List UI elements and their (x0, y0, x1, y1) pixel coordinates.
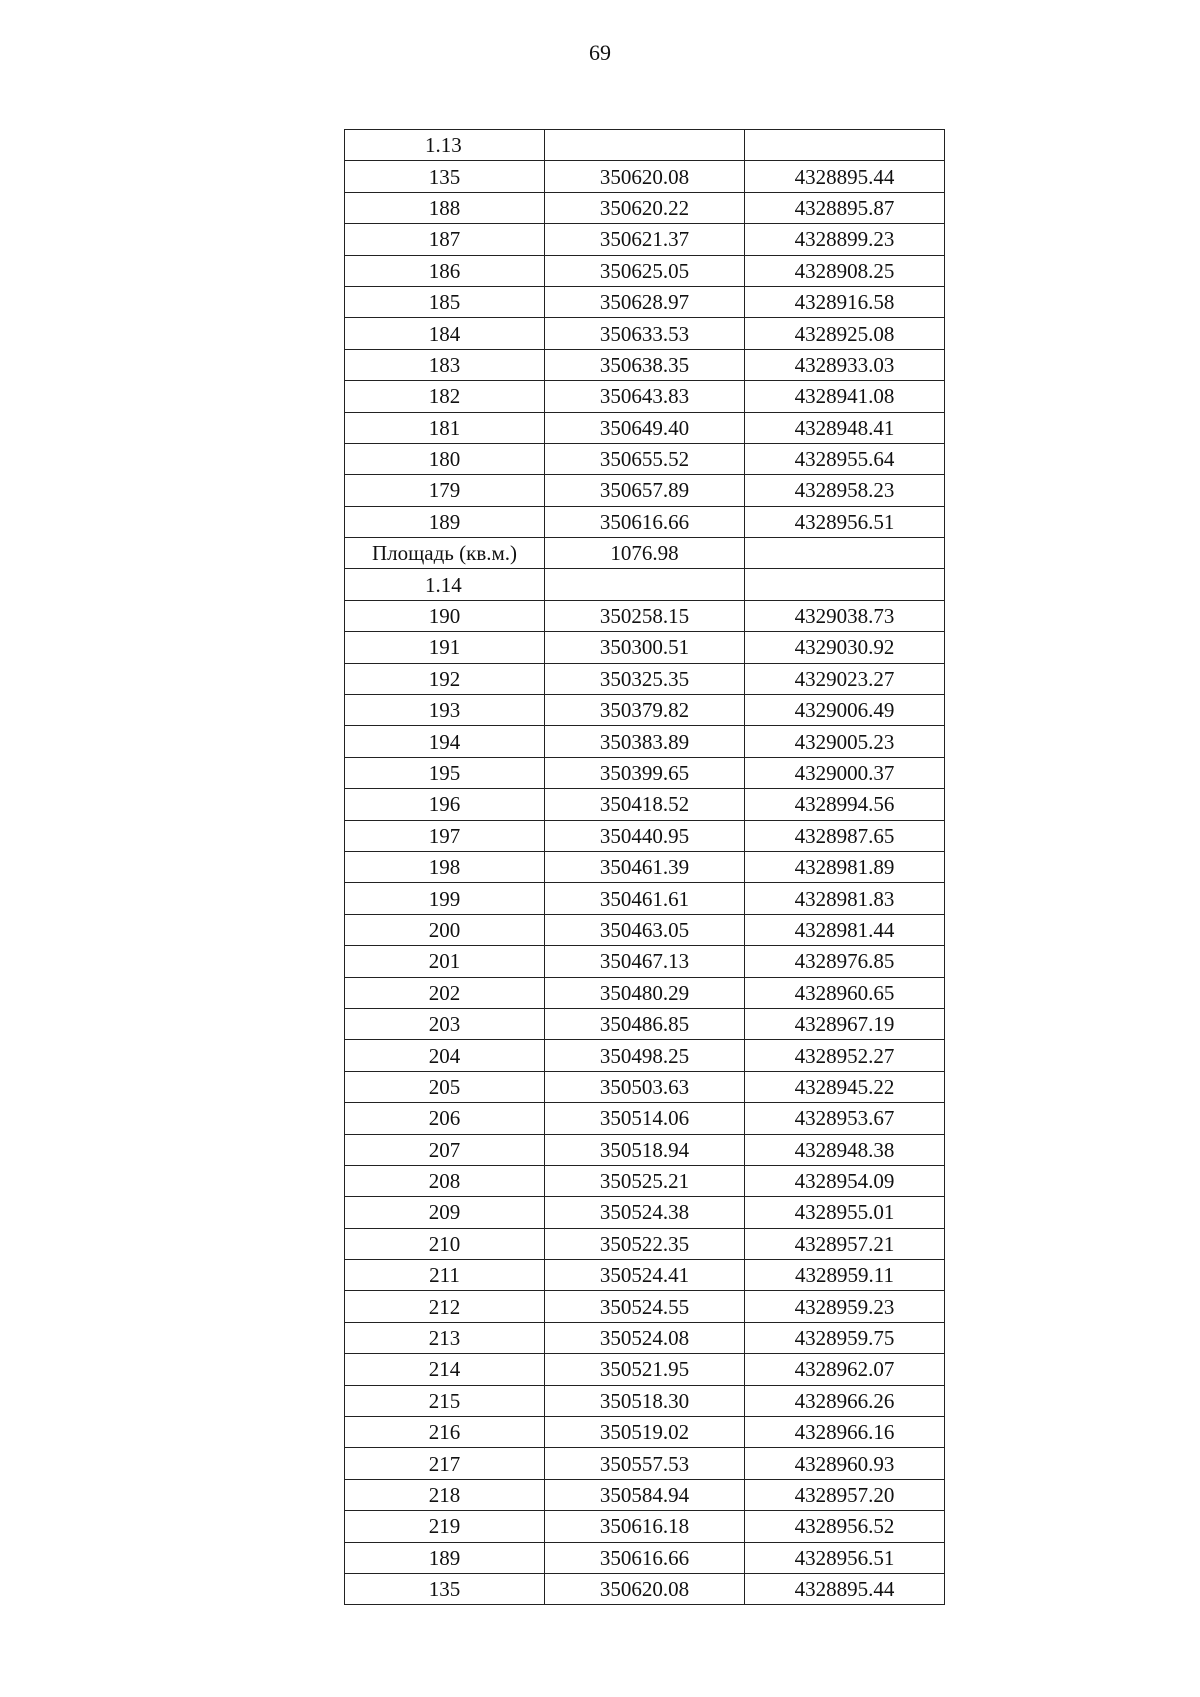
point-number-cell: 188 (345, 192, 545, 223)
point-number-cell: 183 (345, 349, 545, 380)
point-number-cell: 217 (345, 1448, 545, 1479)
y-coordinate-cell: 4328953.67 (745, 1103, 945, 1134)
table-row (345, 1448, 945, 1479)
point-number-cell: 215 (345, 1385, 545, 1416)
table-row (345, 883, 945, 914)
point-number-cell: 191 (345, 632, 545, 663)
y-coordinate-cell: 4329030.92 (745, 632, 945, 663)
y-coordinate-cell: 4328941.08 (745, 381, 945, 412)
x-coordinate-cell: 350258.15 (545, 600, 745, 631)
x-coordinate-cell: 350524.41 (545, 1260, 745, 1291)
table-row (345, 632, 945, 663)
table-row (345, 1071, 945, 1102)
point-number-cell: 193 (345, 695, 545, 726)
section-number-cell: 1.14 (345, 569, 545, 600)
point-number-cell: 192 (345, 663, 545, 694)
table-row (345, 1354, 945, 1385)
table-row (345, 1008, 945, 1039)
x-coordinate-cell: 350519.02 (545, 1417, 745, 1448)
x-coordinate-cell (545, 569, 745, 600)
x-coordinate-cell: 350514.06 (545, 1103, 745, 1134)
point-number-cell: 214 (345, 1354, 545, 1385)
point-number-cell: 218 (345, 1479, 545, 1510)
y-coordinate-cell: 4328933.03 (745, 349, 945, 380)
x-coordinate-cell: 350655.52 (545, 443, 745, 474)
table-row (345, 161, 945, 192)
point-number-cell: 203 (345, 1008, 545, 1039)
table-row (345, 789, 945, 820)
x-coordinate-cell: 350463.05 (545, 914, 745, 945)
table-row (345, 820, 945, 851)
table-row (345, 192, 945, 223)
y-coordinate-cell: 4328976.85 (745, 946, 945, 977)
table-row (345, 726, 945, 757)
point-number-cell: 199 (345, 883, 545, 914)
table-row (345, 475, 945, 506)
section-number-cell: 1.13 (345, 130, 545, 161)
table-row (345, 286, 945, 317)
x-coordinate-cell: 350620.08 (545, 161, 745, 192)
point-number-cell: 135 (345, 161, 545, 192)
point-number-cell: 198 (345, 851, 545, 882)
table-row (345, 1165, 945, 1196)
table-row (345, 1291, 945, 1322)
point-number-cell: 196 (345, 789, 545, 820)
point-number-cell: 179 (345, 475, 545, 506)
y-coordinate-cell: 4328957.20 (745, 1479, 945, 1510)
x-coordinate-cell: 350440.95 (545, 820, 745, 851)
table-row (345, 349, 945, 380)
point-number-cell: 180 (345, 443, 545, 474)
point-number-cell: 197 (345, 820, 545, 851)
y-coordinate-cell: 4328981.83 (745, 883, 945, 914)
y-coordinate-cell: 4328908.25 (745, 255, 945, 286)
table-section-row (345, 569, 945, 600)
x-coordinate-cell: 350503.63 (545, 1071, 745, 1102)
point-number-cell: 210 (345, 1228, 545, 1259)
y-coordinate-cell: 4328959.75 (745, 1322, 945, 1353)
y-coordinate-cell: 4328959.11 (745, 1260, 945, 1291)
y-coordinate-cell: 4328948.41 (745, 412, 945, 443)
point-number-cell: 201 (345, 946, 545, 977)
point-number-cell: 205 (345, 1071, 545, 1102)
x-coordinate-cell: 350467.13 (545, 946, 745, 977)
y-coordinate-cell: 4328895.44 (745, 161, 945, 192)
x-coordinate-cell: 350518.30 (545, 1385, 745, 1416)
table-section-row (345, 130, 945, 161)
x-coordinate-cell: 350616.18 (545, 1511, 745, 1542)
area-label-cell: Площадь (кв.м.) (345, 538, 545, 569)
x-coordinate-cell: 350525.21 (545, 1165, 745, 1196)
point-number-cell: 189 (345, 506, 545, 537)
y-coordinate-cell (745, 538, 945, 569)
y-coordinate-cell: 4328956.51 (745, 506, 945, 537)
point-number-cell: 202 (345, 977, 545, 1008)
table-row (345, 255, 945, 286)
y-coordinate-cell: 4329006.49 (745, 695, 945, 726)
table-row (345, 1573, 945, 1604)
x-coordinate-cell: 350584.94 (545, 1479, 745, 1510)
y-coordinate-cell: 4328987.65 (745, 820, 945, 851)
point-number-cell: 213 (345, 1322, 545, 1353)
y-coordinate-cell: 4328895.87 (745, 192, 945, 223)
point-number-cell: 216 (345, 1417, 545, 1448)
point-number-cell: 206 (345, 1103, 545, 1134)
point-number-cell: 200 (345, 914, 545, 945)
table-row (345, 977, 945, 1008)
x-coordinate-cell: 350486.85 (545, 1008, 745, 1039)
x-coordinate-cell: 350524.55 (545, 1291, 745, 1322)
table-row (345, 946, 945, 977)
point-number-cell: 187 (345, 224, 545, 255)
point-number-cell: 194 (345, 726, 545, 757)
y-coordinate-cell (745, 569, 945, 600)
y-coordinate-cell: 4328981.89 (745, 851, 945, 882)
x-coordinate-cell (545, 130, 745, 161)
table-row (345, 1479, 945, 1510)
y-coordinate-cell: 4328958.23 (745, 475, 945, 506)
y-coordinate-cell: 4329038.73 (745, 600, 945, 631)
y-coordinate-cell: 4328954.09 (745, 1165, 945, 1196)
y-coordinate-cell: 4328959.23 (745, 1291, 945, 1322)
y-coordinate-cell: 4328967.19 (745, 1008, 945, 1039)
x-coordinate-cell: 350480.29 (545, 977, 745, 1008)
y-coordinate-cell: 4328981.44 (745, 914, 945, 945)
x-coordinate-cell: 350461.39 (545, 851, 745, 882)
table-row (345, 506, 945, 537)
table-row (345, 1040, 945, 1071)
x-coordinate-cell: 350524.38 (545, 1197, 745, 1228)
point-number-cell: 184 (345, 318, 545, 349)
table-row (345, 1322, 945, 1353)
y-coordinate-cell: 4328945.22 (745, 1071, 945, 1102)
y-coordinate-cell: 4328966.26 (745, 1385, 945, 1416)
y-coordinate-cell: 4328956.51 (745, 1542, 945, 1573)
x-coordinate-cell: 350643.83 (545, 381, 745, 412)
y-coordinate-cell: 4329000.37 (745, 757, 945, 788)
x-coordinate-cell: 350616.66 (545, 1542, 745, 1573)
y-coordinate-cell: 4328895.44 (745, 1573, 945, 1604)
x-coordinate-cell: 350461.61 (545, 883, 745, 914)
table-row (345, 1134, 945, 1165)
point-number-cell: 190 (345, 600, 545, 631)
x-coordinate-cell: 350418.52 (545, 789, 745, 820)
table-area-row (345, 538, 945, 569)
x-coordinate-cell: 350325.35 (545, 663, 745, 694)
table-row (345, 412, 945, 443)
page-number: 69 (589, 40, 611, 65)
table-row (345, 914, 945, 945)
table-row (345, 1417, 945, 1448)
y-coordinate-cell: 4328960.65 (745, 977, 945, 1008)
x-coordinate-cell: 350628.97 (545, 286, 745, 317)
point-number-cell: 135 (345, 1573, 545, 1604)
x-coordinate-cell: 350383.89 (545, 726, 745, 757)
point-number-cell: 186 (345, 255, 545, 286)
point-number-cell: 212 (345, 1291, 545, 1322)
table-row (345, 1197, 945, 1228)
y-coordinate-cell: 4328899.23 (745, 224, 945, 255)
point-number-cell: 181 (345, 412, 545, 443)
table-row (345, 1511, 945, 1542)
y-coordinate-cell: 4328916.58 (745, 286, 945, 317)
point-number-cell: 195 (345, 757, 545, 788)
y-coordinate-cell: 4328994.56 (745, 789, 945, 820)
x-coordinate-cell: 350638.35 (545, 349, 745, 380)
coordinates-table-body (345, 130, 945, 1605)
point-number-cell: 209 (345, 1197, 545, 1228)
x-coordinate-cell: 350620.08 (545, 1573, 745, 1604)
x-coordinate-cell: 350518.94 (545, 1134, 745, 1165)
table-row (345, 851, 945, 882)
y-coordinate-cell: 4329005.23 (745, 726, 945, 757)
point-number-cell: 185 (345, 286, 545, 317)
x-coordinate-cell: 350621.37 (545, 224, 745, 255)
y-coordinate-cell: 4328955.64 (745, 443, 945, 474)
y-coordinate-cell: 4328925.08 (745, 318, 945, 349)
y-coordinate-cell: 4328952.27 (745, 1040, 945, 1071)
table-row (345, 224, 945, 255)
x-coordinate-cell: 350625.05 (545, 255, 745, 286)
x-coordinate-cell: 350633.53 (545, 318, 745, 349)
x-coordinate-cell: 350498.25 (545, 1040, 745, 1071)
point-number-cell: 208 (345, 1165, 545, 1196)
point-number-cell: 219 (345, 1511, 545, 1542)
table-row (345, 600, 945, 631)
table-row (345, 695, 945, 726)
y-coordinate-cell: 4328957.21 (745, 1228, 945, 1259)
table-row (345, 1385, 945, 1416)
table-row (345, 443, 945, 474)
y-coordinate-cell: 4328948.38 (745, 1134, 945, 1165)
x-coordinate-cell: 350524.08 (545, 1322, 745, 1353)
x-coordinate-cell: 350649.40 (545, 412, 745, 443)
point-number-cell: 207 (345, 1134, 545, 1165)
x-coordinate-cell: 350300.51 (545, 632, 745, 663)
point-number-cell: 204 (345, 1040, 545, 1071)
y-coordinate-cell: 4328960.93 (745, 1448, 945, 1479)
point-number-cell: 211 (345, 1260, 545, 1291)
coordinates-table (344, 129, 945, 1605)
y-coordinate-cell: 4328955.01 (745, 1197, 945, 1228)
table-row (345, 1260, 945, 1291)
y-coordinate-cell (745, 130, 945, 161)
point-number-cell: 189 (345, 1542, 545, 1573)
table-row (345, 318, 945, 349)
table-row (345, 1228, 945, 1259)
y-coordinate-cell: 4328962.07 (745, 1354, 945, 1385)
area-value-cell: 1076.98 (545, 538, 745, 569)
x-coordinate-cell: 350620.22 (545, 192, 745, 223)
x-coordinate-cell: 350522.35 (545, 1228, 745, 1259)
x-coordinate-cell: 350557.53 (545, 1448, 745, 1479)
x-coordinate-cell: 350379.82 (545, 695, 745, 726)
point-number-cell: 182 (345, 381, 545, 412)
x-coordinate-cell: 350521.95 (545, 1354, 745, 1385)
table-row (345, 663, 945, 694)
table-row (345, 1542, 945, 1573)
x-coordinate-cell: 350657.89 (545, 475, 745, 506)
y-coordinate-cell: 4328956.52 (745, 1511, 945, 1542)
y-coordinate-cell: 4328966.16 (745, 1417, 945, 1448)
table-row (345, 757, 945, 788)
x-coordinate-cell: 350616.66 (545, 506, 745, 537)
x-coordinate-cell: 350399.65 (545, 757, 745, 788)
y-coordinate-cell: 4329023.27 (745, 663, 945, 694)
table-row (345, 1103, 945, 1134)
table-row (345, 381, 945, 412)
